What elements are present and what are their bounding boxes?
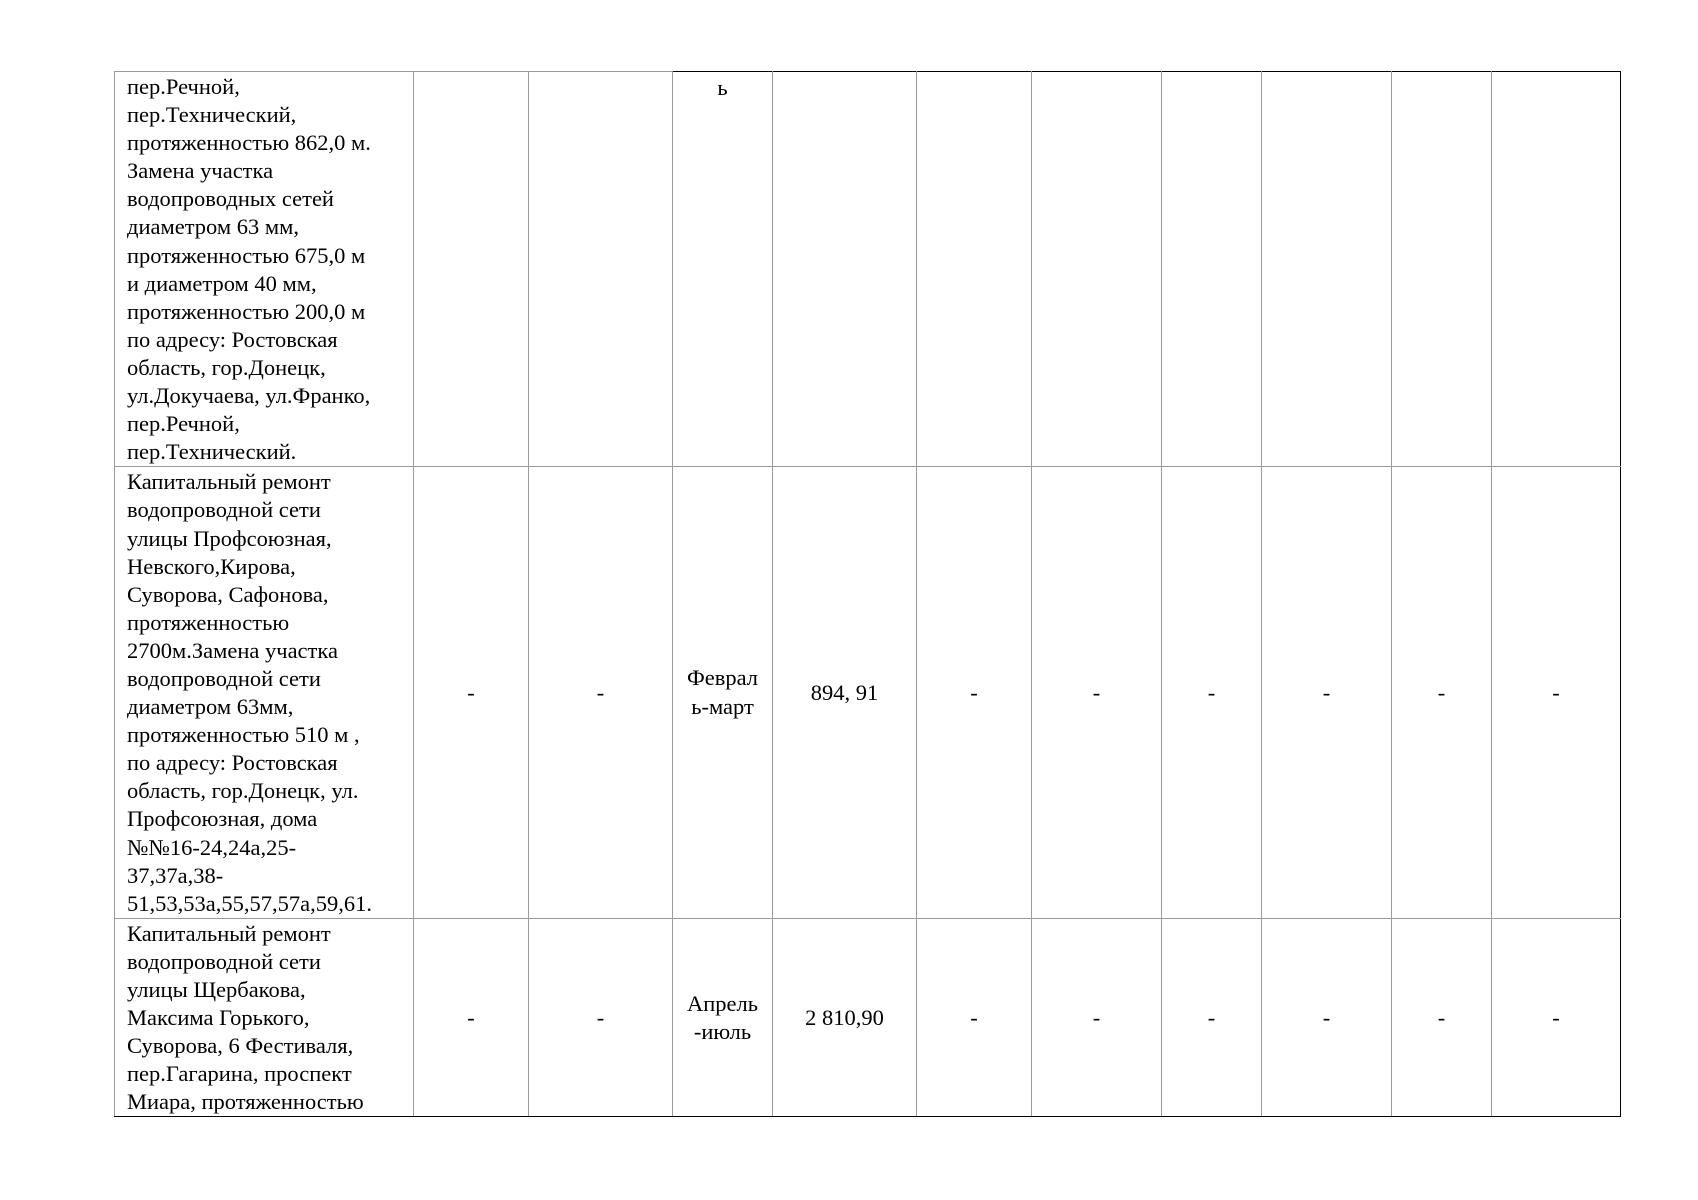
- works-table: [114, 71, 1621, 1117]
- table-cell: -: [1262, 467, 1392, 919]
- period-cell: Феврал ь-март: [673, 467, 773, 919]
- table-row: [115, 918, 1621, 1117]
- table-cell: -: [1262, 918, 1392, 1117]
- amount-cell: 894, 91: [773, 467, 917, 919]
- table-row: [115, 467, 1621, 919]
- table-cell: -: [1392, 467, 1492, 919]
- table-cell: -: [1162, 918, 1262, 1117]
- amount-cell: 2 810,90: [773, 918, 917, 1117]
- table-cell: [529, 72, 673, 467]
- table-cell: -: [414, 467, 529, 919]
- work-description-cell: Капитальный ремонт водопроводной сети улицы Профсоюзная, Невского,Кирова, Суворова, Сафонова, протяженностью 2700м.Замена участка водопроводной сети диаметром 63мм, протяженностью 510 м , по адресу: Ростовская область, гор.Донецк, ул. Профсоюзная, дома №№16-24,24а,25- 37,37а,38- 51,53,53а,55,57,57а,59,61.: [115, 467, 414, 919]
- table-row: [115, 72, 1621, 467]
- table-cell: -: [414, 918, 529, 1117]
- work-description-cell: Капитальный ремонт водопроводной сети улицы Щербакова, Максима Горького, Суворова, 6 Фестиваля, пер.Гагарина, проспект Миара, протяженностью: [115, 918, 414, 1117]
- table-cell: [917, 72, 1032, 467]
- table-cell: -: [1392, 918, 1492, 1117]
- table-cell: -: [917, 467, 1032, 919]
- table-cell: [1032, 72, 1162, 467]
- table-cell: -: [1492, 918, 1621, 1117]
- table-cell: -: [1032, 467, 1162, 919]
- table-cell: -: [1032, 918, 1162, 1117]
- table-cell: -: [917, 918, 1032, 1117]
- period-cell: ь: [673, 72, 773, 467]
- amount-cell: [773, 72, 917, 467]
- table-cell: -: [529, 467, 673, 919]
- table-cell: [1392, 72, 1492, 467]
- table-cell: [1162, 72, 1262, 467]
- table-cell: -: [1162, 467, 1262, 919]
- table-cell: [1262, 72, 1392, 467]
- table-cell: [1492, 72, 1621, 467]
- period-cell: Апрель -июль: [673, 918, 773, 1117]
- work-description-cell: пер.Речной, пер.Технический, протяженностью 862,0 м. Замена участка водопроводных сетей диаметром 63 мм, протяженностью 675,0 м и диаметром 40 мм, протяженностью 200,0 м по адресу: Ростовская область, гор.Донецк, ул.Докучаева, ул.Франко, пер.Речной, пер.Технический.: [115, 72, 414, 467]
- table-cell: -: [1492, 467, 1621, 919]
- table-cell: -: [529, 918, 673, 1117]
- table-cell: [414, 72, 529, 467]
